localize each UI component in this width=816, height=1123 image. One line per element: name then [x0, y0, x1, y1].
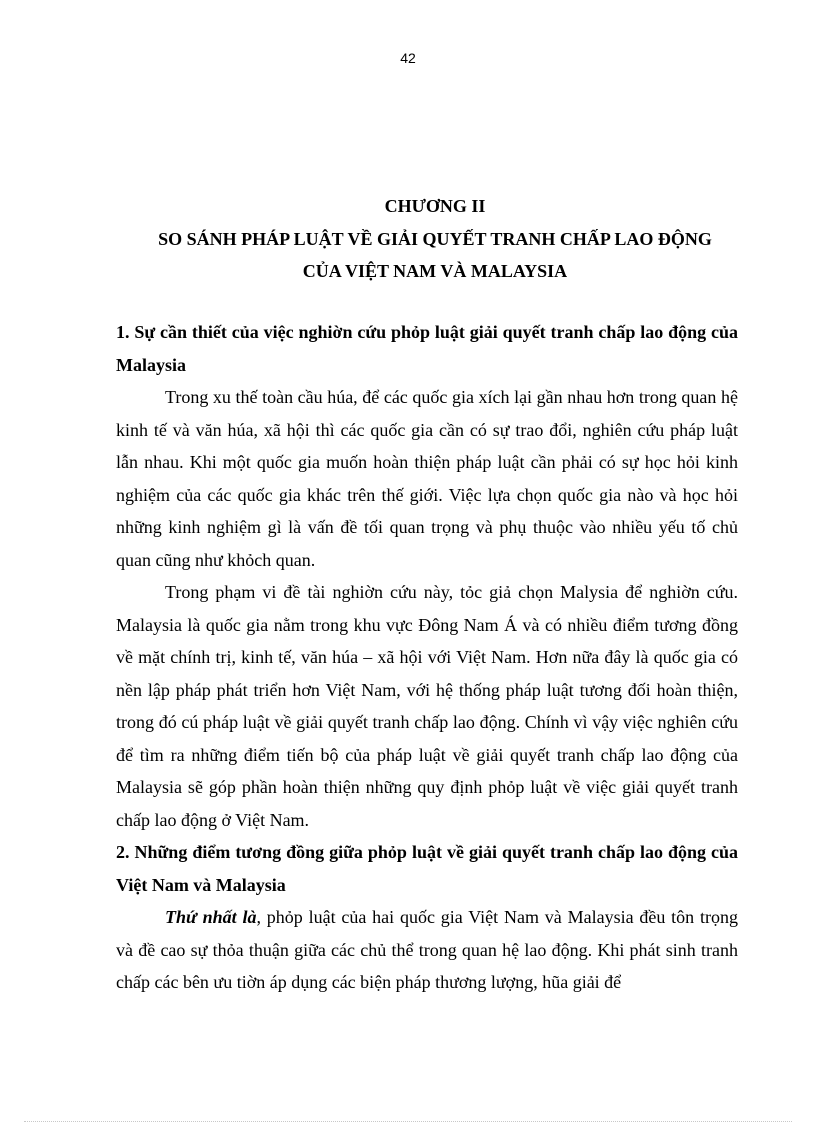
section-2-lead-phrase: Thứ nhất là: [165, 907, 257, 927]
section-2-paragraph-1: [116, 901, 738, 999]
section-2-heading: 2. Những điểm tương đồng giữa phỏp luật về giải quyết tranh chấp lao động của Việt Nam và Malaysia: [116, 842, 738, 895]
section-2-paragraph-text: , phỏp luật của hai quốc gia Việt Nam và Malaysia đều tôn trọng và đề cao sự thỏa thuận giữa các chủ thể trong quan hệ lao động. Khi phát sinh tranh chấp các bên ưu tiờn áp dụng các biện pháp thương lượng, hũa giải để: [116, 907, 738, 992]
page-body: [116, 316, 738, 999]
chapter-title-line-2: CỦA VIỆT NAM VÀ MALAYSIA: [302, 261, 568, 281]
chapter-heading: [100, 190, 770, 288]
section-1-paragraph-2: Trong phạm vi đề tài nghiờn cứu này, tỏc giả chọn Malysia để nghiờn cứu. Malaysia là quốc gia nằm trong khu vực Đông Nam Á và có nhiều điểm tương đồng về mặt chính trị, kinh tế, văn húa – xã hội với Việt Nam. Hơn nữa đây là quốc gia có nền lập pháp phát triển hơn Việt Nam, với hệ thống pháp luật tương đối hoàn thiện, trong đó cú pháp luật về giải quyết tranh chấp lao động. Chính vì vậy việc nghiên cứu để tìm ra những điểm tiến bộ của pháp luật về giải quyết tranh chấp lao động của Malaysia sẽ góp phần hoàn thiện những quy định phỏp luật về việc giải quyết tranh chấp lao động ở Việt Nam.: [116, 582, 738, 830]
section-1-heading: 1. Sự cần thiết của việc nghiờn cứu phỏp luật giải quyết tranh chấp lao động của Malaysia: [116, 322, 738, 375]
page-bottom-border: [24, 1121, 792, 1122]
page-number: 42: [400, 50, 416, 66]
chapter-label: CHƯƠNG II: [384, 196, 486, 216]
chapter-title-line-1: SO SÁNH PHÁP LUẬT VỀ GIẢI QUYẾT TRANH CHẤP LAO ĐỘNG: [158, 228, 712, 249]
section-1-paragraph-1: Trong xu thế toàn cầu húa, để các quốc gia xích lại gần nhau hơn trong quan hệ kinh tế và văn húa, xã hội thì các quốc gia cần có sự trao đổi, nghiên cứu pháp luật lẫn nhau. Khi một quốc gia muốn hoàn thiện pháp luật cần phải có sự học hỏi kinh nghiệm của các quốc gia khác trên thế giới. Việc lựa chọn quốc gia nào và học hỏi những kinh nghiệm gì là vấn đề tối quan trọng và phụ thuộc vào nhiều yếu tố chủ quan cũng như khỏch quan.: [116, 387, 738, 570]
